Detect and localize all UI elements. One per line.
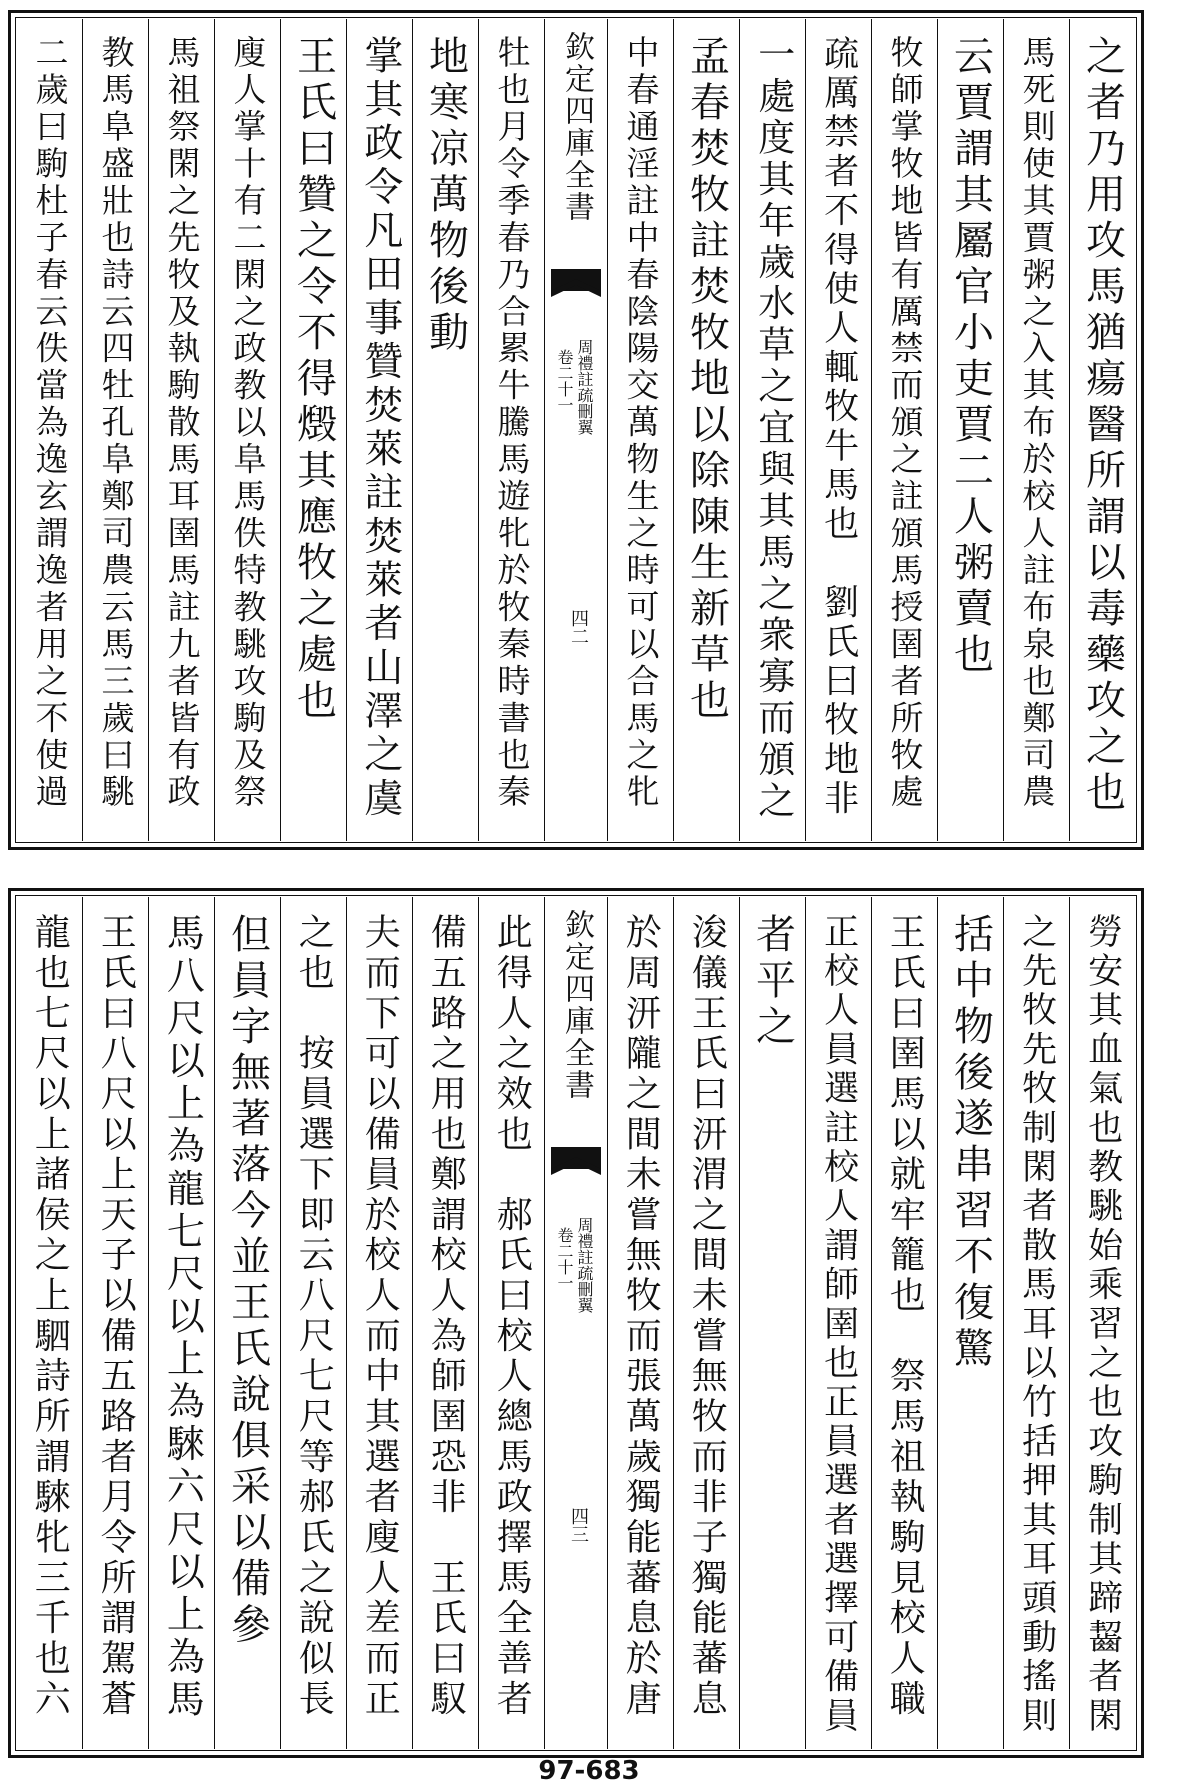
column-text: 中春通淫註中春陰陽交萬物生之時可以合馬之牝 <box>621 35 661 812</box>
column-text: 此得人之效也 郝氏曰校人總馬政擇馬全善者 <box>491 913 533 1720</box>
center-fold <box>544 19 607 841</box>
column-text: 正校人員選註校人謂師圉也正員選者選擇可備員 <box>818 913 859 1737</box>
column-text: 但員字無著落今並王氏說俱采以備參 <box>224 913 271 1649</box>
text-column <box>1003 19 1069 841</box>
text-column <box>805 19 871 841</box>
text-column <box>346 897 412 1749</box>
fish-tail-mark-icon <box>551 1147 601 1187</box>
text-column <box>1003 897 1069 1749</box>
text-column <box>937 897 1003 1749</box>
text-column <box>280 19 346 841</box>
text-column <box>673 19 739 841</box>
text-column <box>82 897 148 1749</box>
text-column <box>214 897 280 1749</box>
text-column <box>739 897 805 1749</box>
fish-tail-mark-icon <box>551 269 601 309</box>
column-text: 勞安其血氣也教駣始乘習之也攻駒制其蹄齧者閑 <box>1082 913 1123 1737</box>
chapter-label: 卷二十一 <box>555 349 574 413</box>
text-column <box>280 897 346 1749</box>
text-column <box>412 19 478 841</box>
center-fold <box>544 897 607 1749</box>
column-text: 王氏曰八尺以上天子以備五路者月令所謂駕蒼 <box>95 913 137 1720</box>
volume-label: 周禮註疏刪翼 <box>575 1217 594 1313</box>
column-text: 於周汧隴之間未嘗無牧而張萬歲獨能蕃息於唐 <box>620 913 662 1720</box>
column-text: 牧師掌牧地皆有厲禁而頒之註頒馬授圉者所牧處 <box>885 35 925 812</box>
column-text: 馬祖祭閑之先牧及執駒散馬耳圉馬註九者皆有政 <box>162 35 202 812</box>
text-column <box>871 19 937 841</box>
column-text: 孟春焚牧註焚牧地以除陳生新草也 <box>683 35 730 725</box>
volume-label: 周禮註疏刪翼 <box>575 339 594 435</box>
column-text: 牡也月令季春乃合累牛騰馬遊牝於牧秦時書也秦 <box>492 35 532 812</box>
text-column <box>214 19 280 841</box>
column-text: 浚儀王氏曰汧渭之間未嘗無牧而非子獨能蕃息 <box>686 913 728 1720</box>
text-column <box>82 19 148 841</box>
text-column <box>412 897 478 1749</box>
text-column <box>148 19 214 841</box>
text-column <box>607 897 673 1749</box>
text-column <box>805 897 871 1749</box>
page-panel-bottom <box>8 888 1144 1758</box>
text-column <box>673 897 739 1749</box>
book-title: 欽定四庫全書 <box>559 909 594 1101</box>
column-text: 王氏曰圉馬以就牢籠也 祭馬祖執駒見校人職 <box>884 913 926 1720</box>
folio-number: 四三 <box>568 1507 589 1543</box>
column-text: 者平之 <box>749 913 796 1051</box>
text-column <box>1069 897 1135 1749</box>
folio-number: 四二 <box>568 609 589 645</box>
book-title: 欽定四庫全書 <box>559 31 594 223</box>
text-column <box>17 897 82 1749</box>
column-text: 一處度其年歲水草之宜與其馬之衆寡而頒之 <box>751 35 795 823</box>
column-text: 二歲曰駒杜子春云佚當為逸玄謂逸者用之不使過 <box>30 35 70 812</box>
column-text: 之者乃用攻馬猶瘍醫所謂以毒藥攻之也 <box>1079 35 1126 817</box>
column-text: 王氏曰贊之令不得燬其應牧之處也 <box>290 35 337 725</box>
column-text: 云賈謂其屬官小吏賈二人粥賣也 <box>947 35 994 679</box>
column-text: 夫而下可以備員於校人而中其選者廋人差而正 <box>359 913 401 1720</box>
column-text: 馬八尺以上為龍七尺以上為騋六尺以上為馬 <box>160 913 205 1722</box>
text-column <box>937 19 1003 841</box>
text-column <box>148 897 214 1749</box>
text-column <box>346 19 412 841</box>
text-column <box>739 19 805 841</box>
columns-bottom <box>17 897 1135 1749</box>
text-column <box>17 19 82 841</box>
column-text: 括中物後遂串習不復驚 <box>947 913 994 1373</box>
text-column <box>607 19 673 841</box>
chapter-label: 卷二十一 <box>555 1227 574 1291</box>
columns-top <box>17 19 1135 841</box>
column-text: 之先牧先牧制閑者散馬耳以竹括押其耳頭動搖則 <box>1016 913 1057 1737</box>
column-text: 廋人掌十有二閑之政教以阜馬佚特教駣攻駒及祭 <box>228 35 268 812</box>
column-text: 龍也七尺以上諸侯之上駟詩所謂騋牝三千也六 <box>29 913 71 1720</box>
text-column <box>478 19 544 841</box>
column-text: 疏厲禁者不得使人輒牧牛馬也 劉氏曰牧地非 <box>818 35 859 819</box>
column-text: 教馬阜盛壯也詩云四牡孔阜鄭司農云馬三歲曰駣 <box>96 35 136 812</box>
column-text: 馬死則使其賈粥之入其布於校人註布泉也鄭司農 <box>1017 35 1057 812</box>
text-column <box>1069 19 1135 841</box>
column-text: 掌其政令凡田事贊焚萊註焚萊者山澤之虞 <box>357 35 403 822</box>
column-text: 地寒凉萬物後動 <box>422 35 469 357</box>
column-text: 之也 按員選下即云八尺七尺等郝氏之說似長 <box>293 913 335 1720</box>
text-column <box>871 897 937 1749</box>
column-text: 備五路之用也鄭謂校人為師圉恐非 王氏曰馭 <box>425 913 467 1720</box>
page-panel-top <box>8 10 1144 850</box>
text-column <box>478 897 544 1749</box>
page-number: 97-683 <box>538 1756 640 1786</box>
